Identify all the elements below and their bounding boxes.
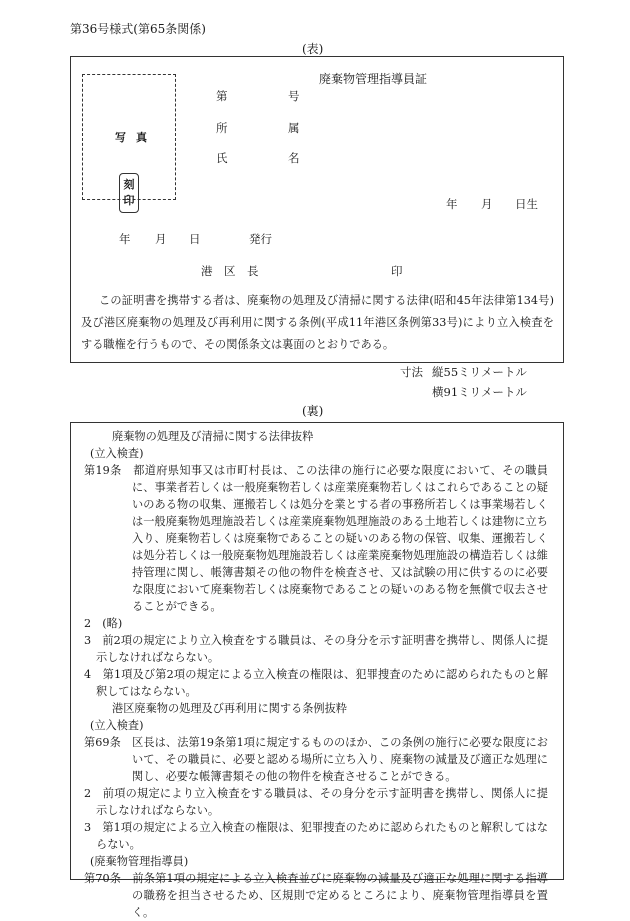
- ordinance-article-69: 第69条 区長は、法第19条第1項に規定するもののほか、この条例の施行に必要な限度において、その職員に、必要と認める場所に立ち入り、廃棄物の減量及び適正な処理に関し、必要な帳簿書類その他の物件を検査させることができる。: [84, 736, 548, 783]
- front-heading: (表): [302, 42, 324, 56]
- seal-char-2: 印: [123, 194, 135, 207]
- ordinance-caption-2: (廃棄物管理指導員): [90, 855, 189, 868]
- ordinance-article-70: 第70条 前条第1項の規定による立入検査並びに廃棄物の減量及び適正な処理に関する指導の職務を担当させるため、区規則で定めるところにより、廃棄物管理指導員を置く。: [84, 872, 548, 919]
- issue-year: 年: [119, 232, 131, 246]
- ordinance-article-69-3: 3 第1項の規定による立入検査の権限は、犯罪捜査のために認められたものと解釈してはならない。: [84, 821, 548, 851]
- issue-month: 月: [155, 232, 167, 246]
- seal-char-1: 刻: [123, 178, 135, 191]
- ordinance-caption: (立入検査): [90, 719, 144, 732]
- birth-day: 日生: [515, 197, 538, 211]
- card-title: 廃棄物管理指導員証: [319, 72, 428, 86]
- back-heading: (裏): [302, 404, 324, 418]
- issuer: 港 区 長: [201, 264, 259, 278]
- field-name-label: 氏: [216, 151, 228, 165]
- dimension-label: 寸法: [400, 365, 423, 379]
- field-affiliation-label: 所: [216, 121, 228, 135]
- field-affiliation-suffix: 属: [288, 121, 300, 135]
- birth-month: 月: [481, 197, 493, 211]
- field-number-suffix: 号: [288, 89, 300, 103]
- law-article-19: 第19条 都道府県知事又は市町村長は、この法律の施行に必要な限度において、その職員に、事業者若しくは一般廃棄物若しくは産業廃棄物若しくはこれらであることの疑いのある物の収集、運搬若しくは処分を業とする者の事務所若しくは事業場若しくは一般廃棄物処理施設若しくは産業廃棄物処理施設のある土地若しくは建物に立ち入り、廃棄物若しくは廃棄物であることの疑いのある物の保管、収集、運搬若しくは処分若しくは一般廃棄物処理施設若しくは産業廃棄物処理施設の構造若しくは維持管理に関し、帳簿書類その他の物件を検査させ、又は試験の用に供するのに必要な限度において廃棄物若しくは廃棄物であることの疑いのある物を無償で収去させることができる。: [84, 464, 548, 613]
- law-title: 廃棄物の処理及び清掃に関する法律抜粋: [112, 430, 314, 443]
- field-name-suffix: 名: [288, 151, 300, 165]
- back-content: [84, 428, 548, 921]
- law-article-19-3: 3 前2項の規定により立入検査をする職員は、その身分を示す証明書を携帯し、関係人に提示しなければならない。: [84, 634, 548, 664]
- issue-day: 日: [189, 232, 201, 246]
- ordinance-title: 港区廃棄物の処理及び再利用に関する条例抜粋: [112, 702, 347, 715]
- law-article-19-4: 4 第1項及び第2項の規定による立入検査の権限は、犯罪捜査のために認められたものと解釈してはならない。: [84, 668, 548, 698]
- photo-label: 写真: [115, 131, 157, 144]
- law-caption: (立入検査): [90, 447, 144, 460]
- law-article-19-2: 2 (略): [84, 617, 123, 630]
- birth-year: 年: [446, 197, 458, 211]
- issue-label: 発行: [249, 232, 272, 246]
- dimension-height: 縦55ミリメートル: [432, 365, 527, 379]
- field-number-label: 第: [216, 89, 228, 103]
- ordinance-article-69-2: 2 前項の規定により立入検査をする職員は、その身分を示す証明書を携帯し、関係人に提示しなければならない。: [84, 787, 548, 817]
- issuer-seal: 印: [391, 264, 403, 278]
- engraved-seal: [119, 173, 139, 213]
- front-card: [70, 56, 564, 363]
- card-statement: この証明書を携帯する者は、廃棄物の処理及び清掃に関する法律(昭和45年法律第134号)及び港区廃棄物の処理及び再利用に関する条例(平成11年港区条例第33号)により立入検査をする職権を行うもので、その関係条文は裏面のとおりである。: [81, 294, 554, 351]
- form-number: 第36号様式(第65条関係): [70, 22, 206, 36]
- dimension-width: 横91ミリメートル: [432, 385, 527, 399]
